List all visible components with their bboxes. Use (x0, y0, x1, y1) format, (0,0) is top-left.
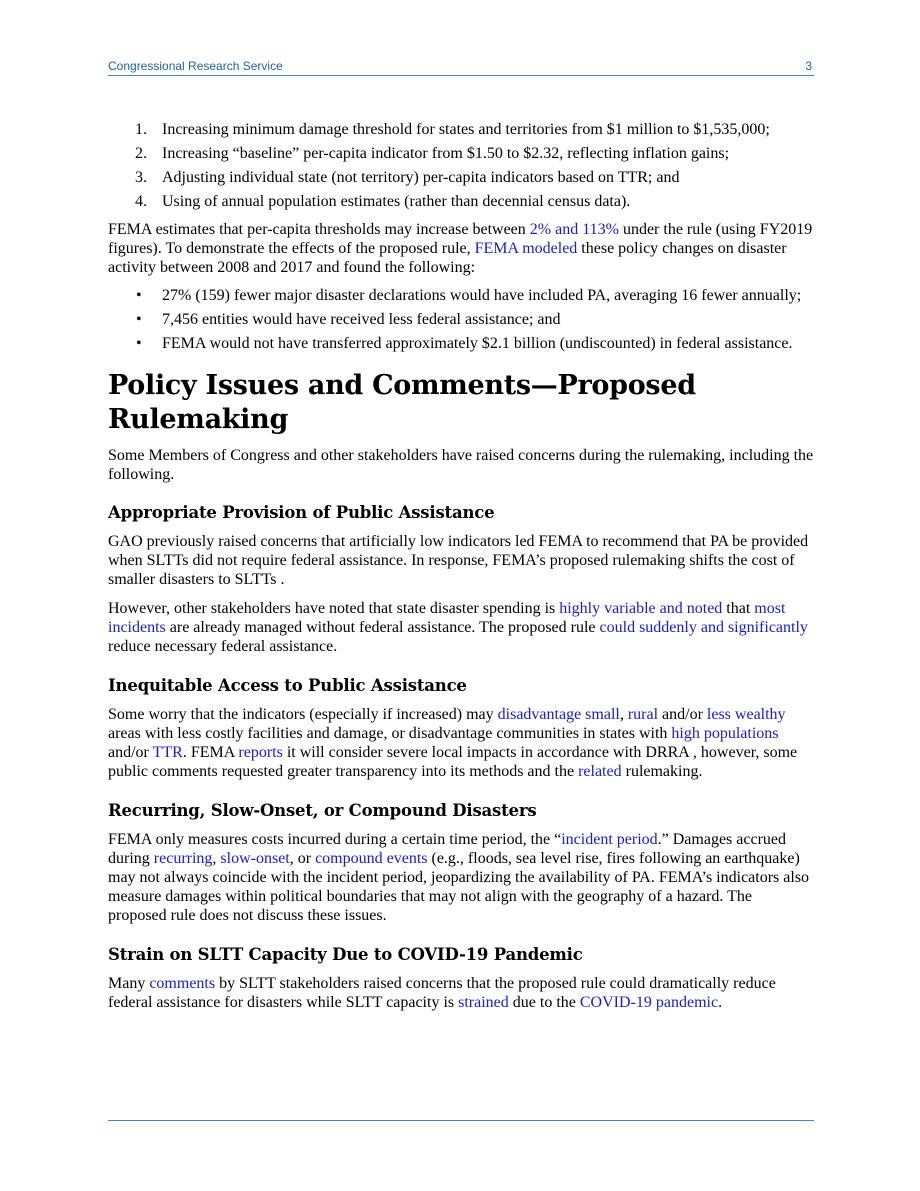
link-compound-events[interactable]: compound events (315, 850, 428, 867)
link-high-populations[interactable]: high populations (671, 725, 779, 742)
link-incident-period[interactable]: incident period (561, 831, 658, 848)
text-run: (e.g., floods, sea level rise, fires following an earthquake) may not always coincide with the incident period, jeopardizing the availability of PA. FEMA’s indicators also measure damages within political boundaries that may not align with the geography of a hazard. The proposed rule does not discuss these issues. (108, 850, 810, 924)
link-less-wealthy[interactable]: less wealthy (706, 706, 786, 723)
link-fema-modeled[interactable]: FEMA modeled (474, 240, 578, 257)
list-item-text: Adjusting individual state (not territory) per-capita indicators based on TTR; and (162, 169, 680, 186)
list-number: 2. (135, 145, 147, 162)
text-run: that (722, 600, 755, 617)
text-run: by SLTT stakeholders raised concerns that the proposed rule could dramatically reduce federal assistance for disasters while SLTT capacity is (108, 975, 776, 1011)
text-run: and/or (658, 706, 707, 723)
text-run: .” Damages accrued during (108, 831, 787, 867)
bullet-icon: • (136, 335, 142, 352)
subheading-appropriate-provision: Appropriate Provision of Public Assistance (108, 503, 495, 522)
text-run: . (718, 994, 723, 1011)
list-item-text: FEMA would not have transferred approximately $2.1 billion (undiscounted) in federal assistance. (162, 335, 793, 352)
bullet-icon: • (136, 311, 142, 328)
list-item (108, 310, 814, 329)
text-run: , (619, 706, 628, 723)
document-body (108, 120, 814, 1012)
section-intro: Some Members of Congress and other stakeholders have raised concerns during the rulemaking, including the following. (108, 447, 814, 483)
link-slow-onset[interactable]: slow-onset (220, 850, 290, 867)
paragraph-gao: GAO previously raised concerns that artificially low indicators led FEMA to recommend that PA be provided when SLTTs did not require federal assistance. In response, FEMA’s proposed rulemaking shifts the cost of smaller disasters to SLTTs . (108, 533, 809, 588)
list-item-text: 7,456 entities would have received less federal assistance; and (162, 311, 561, 328)
text-run: , or (289, 850, 316, 867)
paragraph-fema-estimates (108, 220, 814, 277)
text-run: FEMA only measures costs incurred during a certain time period, the “ (108, 831, 562, 848)
text-run: Some worry that the indicators (especially if increased) may (108, 706, 498, 723)
list-number: 1. (135, 121, 147, 138)
paragraph-stakeholders (108, 599, 814, 656)
subheading-sltt-capacity: Strain on SLTT Capacity Due to COVID-19 Pandemic (108, 945, 583, 964)
list-item-text: 27% (159) fewer major disaster declarations would have included PA, averaging 16 fewer annually; (162, 287, 802, 304)
link-recurring[interactable]: recurring (153, 850, 213, 867)
bullet-icon: • (136, 287, 142, 304)
list-item-text: Using of annual population estimates (rather than decennial census data). (162, 193, 631, 210)
link-disadvantage-small[interactable]: disadvantage small (497, 706, 620, 723)
subheading-recurring-disasters: Recurring, Slow-Onset, or Compound Disasters (108, 801, 537, 820)
link-strained[interactable]: strained (458, 994, 509, 1011)
link-comments[interactable]: comments (149, 975, 216, 992)
numbered-list (108, 120, 814, 211)
link-related[interactable]: related (578, 763, 622, 780)
text-run: due to the (508, 994, 580, 1011)
list-item-text: Increasing minimum damage threshold for states and territories from $1 million to $1,535,000; (162, 121, 770, 138)
text-run: , (212, 850, 221, 867)
list-item (108, 192, 814, 211)
link-2-113-percent[interactable]: 2% and 113% (529, 221, 619, 238)
footer-divider (108, 1120, 814, 1121)
header-title: Congressional Research Service (108, 59, 283, 73)
link-could-suddenly[interactable]: could suddenly and significantly (599, 619, 808, 636)
list-item (108, 334, 814, 353)
link-reports[interactable]: reports (238, 744, 283, 761)
text-run: Many (108, 975, 150, 992)
text-run: . FEMA (182, 744, 239, 761)
bullet-list (108, 286, 814, 353)
text-run: areas with less costly facilities and damage, or disadvantage communities in states with (108, 725, 672, 742)
list-number: 4. (135, 193, 147, 210)
text-run: FEMA estimates that per-capita thresholds may increase between (108, 221, 530, 238)
list-number: 3. (135, 169, 147, 186)
link-most-incidents[interactable]: most incidents (108, 600, 786, 636)
page-number: 3 (805, 59, 812, 73)
link-covid-19-pandemic[interactable]: COVID-19 pandemic (579, 994, 719, 1011)
text-run: these policy changes on disaster activity between 2008 and 2017 and found the following: (108, 240, 787, 276)
link-ttr[interactable]: TTR (152, 744, 183, 761)
paragraph-inequitable (108, 705, 814, 781)
paragraph-recurring (108, 830, 814, 925)
list-item (108, 286, 814, 305)
list-item-text: Increasing “baseline” per-capita indicator from $1.50 to $2.32, reflecting inflation gains; (162, 145, 730, 162)
text-run: it will consider severe local impacts in accordance with DRRA , however, some public comments requested greater transparency into its methods and the (108, 744, 798, 780)
text-run: are already managed without federal assistance. The proposed rule (165, 619, 600, 636)
text-run: rulemaking. (621, 763, 703, 780)
list-item (108, 144, 814, 163)
link-rural[interactable]: rural (627, 706, 659, 723)
section-heading: Policy Issues and Comments—Proposed Rulemaking (108, 370, 696, 435)
paragraph-covid (108, 974, 814, 1012)
text-run: under the rule (using FY2019 figures). To demonstrate the effects of the proposed rule, (108, 221, 813, 257)
list-item (108, 168, 814, 187)
link-highly-variable[interactable]: highly variable and noted (559, 600, 723, 617)
page-header (108, 58, 814, 76)
text-run: reduce necessary federal assistance. (108, 638, 338, 655)
text-run: and/or (108, 744, 153, 761)
subheading-inequitable-access: Inequitable Access to Public Assistance (108, 676, 467, 695)
text-run: However, other stakeholders have noted that state disaster spending is (108, 600, 560, 617)
list-item (108, 120, 814, 139)
